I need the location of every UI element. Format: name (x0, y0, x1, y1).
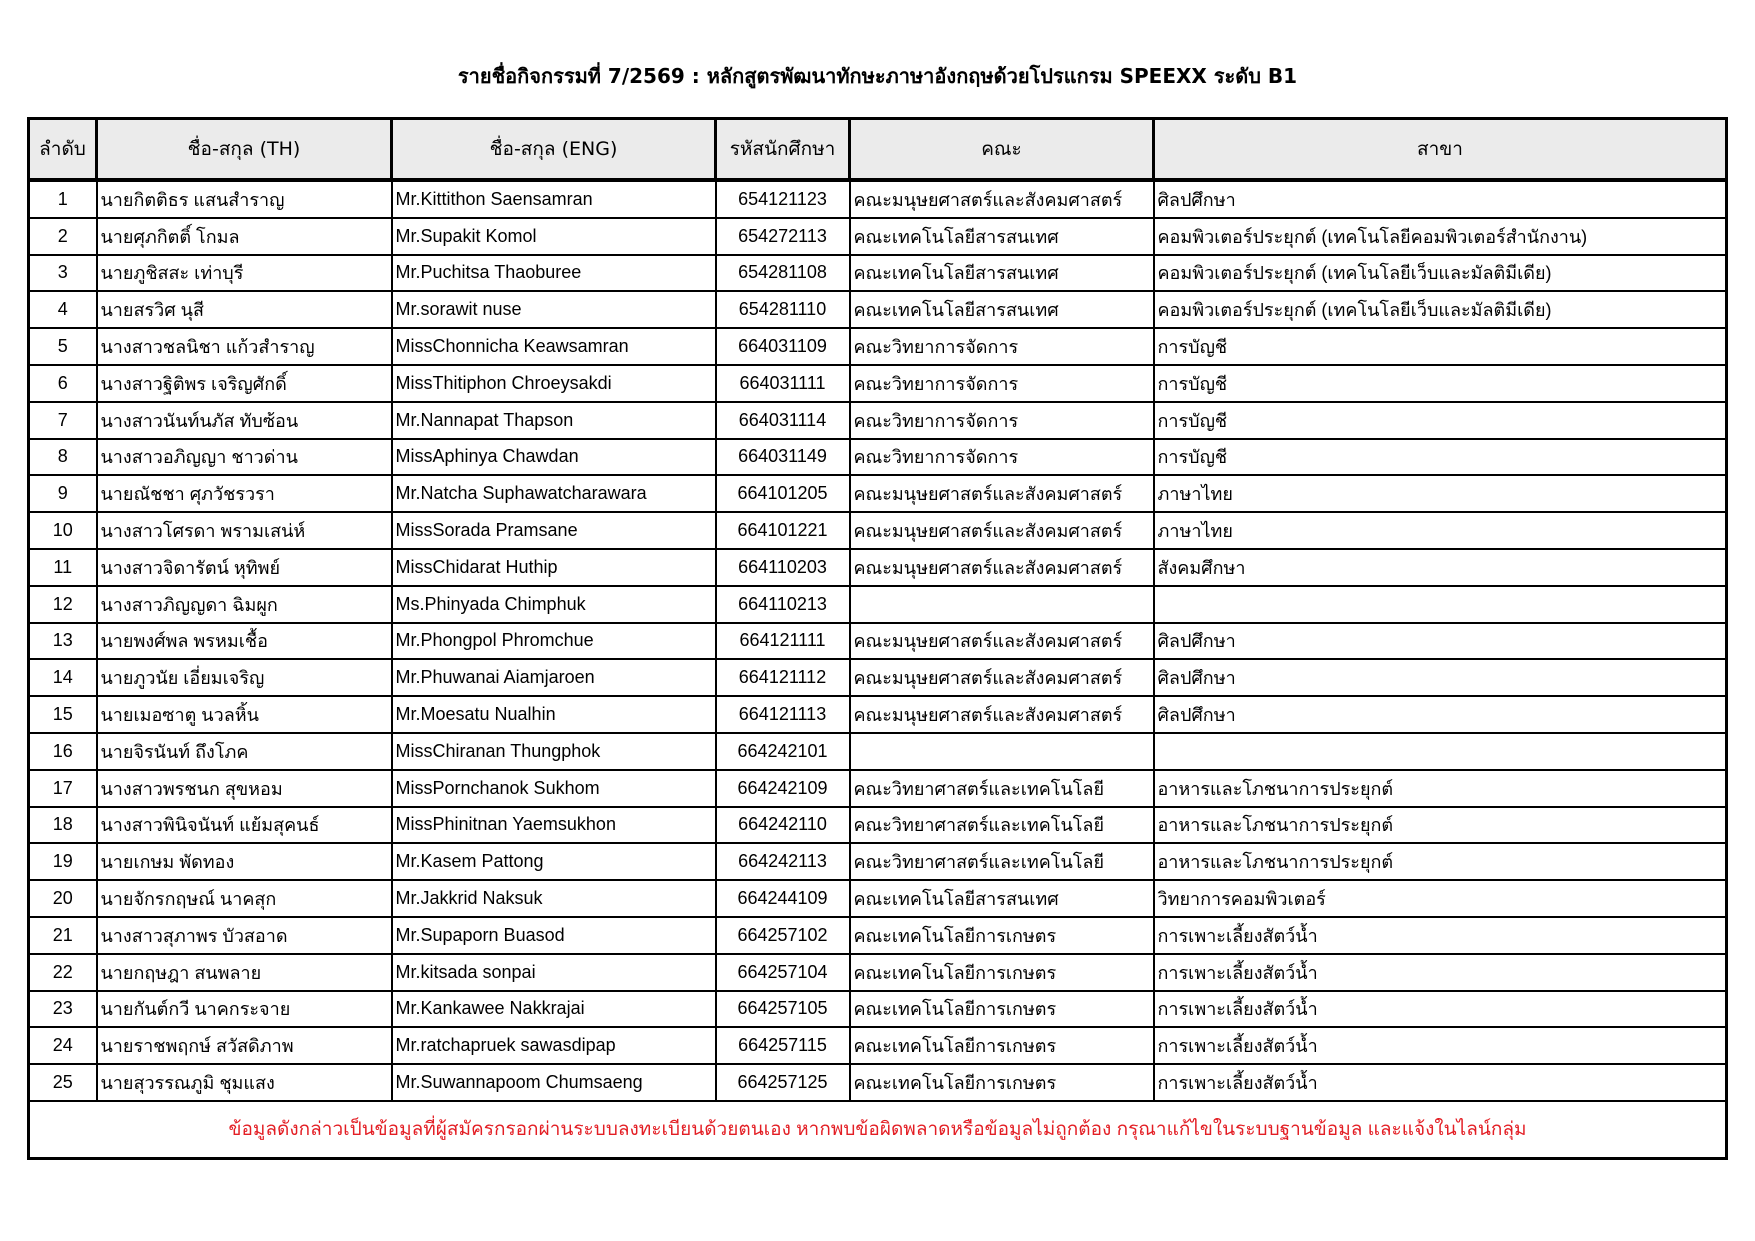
cell-student-id: 664031149 (716, 439, 850, 476)
cell-name-th: นางสาวสุภาพร บัวสอาด (97, 917, 392, 954)
cell-name-eng: Mr.Supakit Komol (392, 218, 716, 255)
cell-student-id: 664257105 (716, 991, 850, 1028)
cell-row-number: 6 (29, 365, 97, 402)
cell-name-th: นางสาวนันท์นภัส ทับซ้อน (97, 402, 392, 439)
cell-major: อาหารและโภชนาการประยุกต์ (1154, 770, 1727, 807)
cell-faculty: คณะเทคโนโลยีสารสนเทศ (850, 291, 1154, 328)
cell-row-number: 25 (29, 1064, 97, 1101)
cell-student-id: 664257102 (716, 917, 850, 954)
cell-name-th: นายเมอซาตู นวลหิ้น (97, 696, 392, 733)
cell-student-id: 664110203 (716, 549, 850, 586)
cell-name-th: นางสาวอภิญญา ชาวด่าน (97, 439, 392, 476)
cell-major: สังคมศึกษา (1154, 549, 1727, 586)
cell-row-number: 18 (29, 807, 97, 844)
cell-row-number: 2 (29, 218, 97, 255)
table-row (29, 218, 1727, 255)
cell-row-number: 9 (29, 475, 97, 512)
cell-student-id: 664031111 (716, 365, 850, 402)
table-row (29, 402, 1727, 439)
cell-student-id: 664121111 (716, 623, 850, 660)
roster-table (27, 117, 1728, 1160)
column-header-faculty: คณะ (850, 119, 1154, 181)
cell-student-id: 664257115 (716, 1027, 850, 1064)
table-row (29, 512, 1727, 549)
cell-faculty: คณะมนุษยศาสตร์และสังคมศาสตร์ (850, 180, 1154, 218)
cell-name-th: นายเกษม พัดทอง (97, 843, 392, 880)
cell-name-th: นายกันต์กวี นาคกระจาย (97, 991, 392, 1028)
cell-faculty: คณะวิทยาการจัดการ (850, 402, 1154, 439)
footer-row (29, 1101, 1727, 1159)
table-row (29, 439, 1727, 476)
cell-row-number: 16 (29, 733, 97, 770)
cell-faculty: คณะมนุษยศาสตร์และสังคมศาสตร์ (850, 659, 1154, 696)
cell-name-eng: MissChonnicha Keawsamran (392, 328, 716, 365)
cell-name-eng: Mr.Kittithon Saensamran (392, 180, 716, 218)
cell-row-number: 21 (29, 917, 97, 954)
cell-name-eng: Mr.Nannapat Thapson (392, 402, 716, 439)
cell-name-eng: MissPornchanok Sukhom (392, 770, 716, 807)
cell-student-id: 664101221 (716, 512, 850, 549)
table-row (29, 549, 1727, 586)
table-body (29, 180, 1727, 1101)
cell-row-number: 1 (29, 180, 97, 218)
cell-major: การเพาะเลี้ยงสัตว์น้ำ (1154, 917, 1727, 954)
cell-name-eng: Mr.Jakkrid Naksuk (392, 880, 716, 917)
cell-row-number: 5 (29, 328, 97, 365)
table-row (29, 1027, 1727, 1064)
cell-student-id: 664101205 (716, 475, 850, 512)
cell-student-id: 664244109 (716, 880, 850, 917)
cell-major: การบัญชี (1154, 328, 1727, 365)
table-row (29, 770, 1727, 807)
cell-name-th: นางสาวชลนิชา แก้วสำราญ (97, 328, 392, 365)
cell-faculty: คณะเทคโนโลยีสารสนเทศ (850, 218, 1154, 255)
cell-row-number: 19 (29, 843, 97, 880)
cell-faculty: คณะวิทยาการจัดการ (850, 439, 1154, 476)
cell-faculty: คณะมนุษยศาสตร์และสังคมศาสตร์ (850, 549, 1154, 586)
cell-name-eng: Mr.Phuwanai Aiamjaroen (392, 659, 716, 696)
cell-student-id: 654281110 (716, 291, 850, 328)
cell-major: การเพาะเลี้ยงสัตว์น้ำ (1154, 954, 1727, 991)
cell-faculty: คณะมนุษยศาสตร์และสังคมศาสตร์ (850, 696, 1154, 733)
cell-student-id: 664242110 (716, 807, 850, 844)
cell-name-th: นายสรวิศ นุสี (97, 291, 392, 328)
table-row (29, 991, 1727, 1028)
cell-student-id: 664242109 (716, 770, 850, 807)
table-row (29, 623, 1727, 660)
table-row (29, 328, 1727, 365)
cell-row-number: 7 (29, 402, 97, 439)
cell-row-number: 11 (29, 549, 97, 586)
cell-student-id: 654272113 (716, 218, 850, 255)
cell-student-id: 664242113 (716, 843, 850, 880)
table-row (29, 365, 1727, 402)
cell-major: คอมพิวเตอร์ประยุกต์ (เทคโนโลยีเว็บและมัลติมีเดีย) (1154, 291, 1727, 328)
cell-row-number: 8 (29, 439, 97, 476)
cell-row-number: 4 (29, 291, 97, 328)
table-row (29, 954, 1727, 991)
cell-name-eng: Ms.Phinyada Chimphuk (392, 586, 716, 623)
cell-name-eng: Mr.Natcha Suphawatcharawara (392, 475, 716, 512)
cell-name-th: นายณัชชา ศุภวัชรวรา (97, 475, 392, 512)
cell-student-id: 664110213 (716, 586, 850, 623)
table-row (29, 1064, 1727, 1101)
cell-name-th: นายภูชิสสะ เท่าบุรี (97, 255, 392, 292)
cell-name-eng: Mr.Kankawee Nakkrajai (392, 991, 716, 1028)
table-row (29, 475, 1727, 512)
cell-name-eng: Mr.Supaporn Buasod (392, 917, 716, 954)
cell-student-id: 654281108 (716, 255, 850, 292)
table-row (29, 255, 1727, 292)
cell-major: ศิลปศึกษา (1154, 623, 1727, 660)
cell-row-number: 14 (29, 659, 97, 696)
cell-major: ภาษาไทย (1154, 512, 1727, 549)
cell-major: การเพาะเลี้ยงสัตว์น้ำ (1154, 991, 1727, 1028)
cell-name-eng: MissSorada Pramsane (392, 512, 716, 549)
column-header-name-eng: ชื่อ-สกุล (ENG) (392, 119, 716, 181)
table-row (29, 880, 1727, 917)
cell-student-id: 654121123 (716, 180, 850, 218)
cell-name-th: นางสาวโศรดา พรามเสน่ห์ (97, 512, 392, 549)
cell-row-number: 17 (29, 770, 97, 807)
cell-student-id: 664121113 (716, 696, 850, 733)
column-header-name-th: ชื่อ-สกุล (TH) (97, 119, 392, 181)
cell-faculty: คณะวิทยาการจัดการ (850, 365, 1154, 402)
cell-name-th: นายจักรกฤษณ์ นาคสุก (97, 880, 392, 917)
cell-faculty: คณะวิทยาศาสตร์และเทคโนโลยี (850, 843, 1154, 880)
cell-row-number: 15 (29, 696, 97, 733)
cell-major: คอมพิวเตอร์ประยุกต์ (เทคโนโลยีเว็บและมัลติมีเดีย) (1154, 255, 1727, 292)
cell-name-eng: Mr.Moesatu Nualhin (392, 696, 716, 733)
cell-name-eng: MissPhinitnan Yaemsukhon (392, 807, 716, 844)
cell-student-id: 664031109 (716, 328, 850, 365)
cell-name-th: นางสาวฐิติพร เจริญศักดิ์ (97, 365, 392, 402)
cell-row-number: 22 (29, 954, 97, 991)
cell-major: คอมพิวเตอร์ประยุกต์ (เทคโนโลยีคอมพิวเตอร์สำนักงาน) (1154, 218, 1727, 255)
cell-faculty: คณะวิทยาศาสตร์และเทคโนโลยี (850, 770, 1154, 807)
table-row (29, 917, 1727, 954)
cell-name-eng: MissThitiphon Chroeysakdi (392, 365, 716, 402)
cell-faculty: คณะมนุษยศาสตร์และสังคมศาสตร์ (850, 623, 1154, 660)
cell-name-th: นายภูวนัย เอี่ยมเจริญ (97, 659, 392, 696)
cell-faculty: คณะวิทยาการจัดการ (850, 328, 1154, 365)
cell-student-id: 664121112 (716, 659, 850, 696)
table-header-row (29, 119, 1727, 181)
cell-name-th: นายสุวรรณภูมิ ชุมแสง (97, 1064, 392, 1101)
cell-major: ภาษาไทย (1154, 475, 1727, 512)
cell-faculty: คณะมนุษยศาสตร์และสังคมศาสตร์ (850, 475, 1154, 512)
cell-faculty (850, 586, 1154, 623)
cell-faculty: คณะเทคโนโลยีการเกษตร (850, 954, 1154, 991)
cell-name-th: นางสาวภิญญดา ฉิมผูก (97, 586, 392, 623)
cell-faculty (850, 733, 1154, 770)
cell-major: การเพาะเลี้ยงสัตว์น้ำ (1154, 1027, 1727, 1064)
cell-name-th: นายจิรนันท์ ถึงโภค (97, 733, 392, 770)
cell-name-th: นายพงศ์พล พรหมเชื้อ (97, 623, 392, 660)
cell-major: ศิลปศึกษา (1154, 659, 1727, 696)
cell-name-eng: Mr.Kasem Pattong (392, 843, 716, 880)
cell-faculty: คณะเทคโนโลยีสารสนเทศ (850, 255, 1154, 292)
cell-name-eng: Mr.Puchitsa Thaoburee (392, 255, 716, 292)
cell-name-th: นางสาวพินิจนันท์ แย้มสุคนธ์ (97, 807, 392, 844)
column-header-no: ลำดับ (29, 119, 97, 181)
cell-name-eng: Mr.kitsada sonpai (392, 954, 716, 991)
cell-name-eng: MissChidarat Huthip (392, 549, 716, 586)
page-title: รายชื่อกิจกรรมที่ 7/2569 : หลักสูตรพัฒนาทักษะภาษาอังกฤษด้วยโปรแกรม SPEEXX ระดับ B1 (457, 64, 1298, 88)
cell-student-id: 664031114 (716, 402, 850, 439)
table-row (29, 733, 1727, 770)
footer-note: ข้อมูลดังกล่าวเป็นข้อมูลที่ผู้สมัครกรอกผ่านระบบลงทะเบียนด้วยตนเอง หากพบข้อผิดพลาดหรือข้อมูลไม่ถูกต้อง กรุณาแก้ไขในระบบฐานข้อมูล และแจ้งในไลน์กลุ่ม (29, 1101, 1727, 1159)
cell-major: ศิลปศึกษา (1154, 180, 1727, 218)
table-row (29, 180, 1727, 218)
cell-name-eng: Mr.Suwannapoom Chumsaeng (392, 1064, 716, 1101)
column-header-major: สาขา (1154, 119, 1727, 181)
cell-name-th: นายกิตติธร แสนสำราญ (97, 180, 392, 218)
cell-faculty: คณะเทคโนโลยีการเกษตร (850, 1064, 1154, 1101)
cell-major: การบัญชี (1154, 402, 1727, 439)
cell-name-eng: Mr.sorawit nuse (392, 291, 716, 328)
table-row (29, 807, 1727, 844)
cell-student-id: 664242101 (716, 733, 850, 770)
cell-row-number: 24 (29, 1027, 97, 1064)
cell-name-eng: MissChiranan Thungphok (392, 733, 716, 770)
column-header-student-id: รหัสนักศึกษา (716, 119, 850, 181)
cell-row-number: 23 (29, 991, 97, 1028)
cell-major: การบัญชี (1154, 439, 1727, 476)
cell-name-eng: Mr.Phongpol Phromchue (392, 623, 716, 660)
cell-row-number: 20 (29, 880, 97, 917)
cell-faculty: คณะเทคโนโลยีการเกษตร (850, 917, 1154, 954)
cell-faculty: คณะเทคโนโลยีสารสนเทศ (850, 880, 1154, 917)
cell-faculty: คณะมนุษยศาสตร์และสังคมศาสตร์ (850, 512, 1154, 549)
cell-name-th: นายกฤษฎา สนพลาย (97, 954, 392, 991)
table-row (29, 291, 1727, 328)
cell-name-eng: MissAphinya Chawdan (392, 439, 716, 476)
cell-major (1154, 586, 1727, 623)
cell-faculty: คณะวิทยาศาสตร์และเทคโนโลยี (850, 807, 1154, 844)
cell-name-th: นางสาวพรชนก สุขหอม (97, 770, 392, 807)
cell-major: อาหารและโภชนาการประยุกต์ (1154, 807, 1727, 844)
cell-student-id: 664257104 (716, 954, 850, 991)
cell-row-number: 10 (29, 512, 97, 549)
cell-name-th: นายราชพฤกษ์ สวัสดิภาพ (97, 1027, 392, 1064)
cell-major: วิทยาการคอมพิวเตอร์ (1154, 880, 1727, 917)
table-row (29, 843, 1727, 880)
cell-major: การเพาะเลี้ยงสัตว์น้ำ (1154, 1064, 1727, 1101)
cell-major: ศิลปศึกษา (1154, 696, 1727, 733)
cell-student-id: 664257125 (716, 1064, 850, 1101)
table-row (29, 659, 1727, 696)
cell-major (1154, 733, 1727, 770)
cell-row-number: 12 (29, 586, 97, 623)
cell-row-number: 13 (29, 623, 97, 660)
cell-faculty: คณะเทคโนโลยีการเกษตร (850, 1027, 1154, 1064)
cell-major: การบัญชี (1154, 365, 1727, 402)
cell-name-eng: Mr.ratchapruek sawasdipap (392, 1027, 716, 1064)
cell-name-th: นางสาวจิดารัตน์ หุทิพย์ (97, 549, 392, 586)
cell-name-th: นายศุภกิตติ์ โกมล (97, 218, 392, 255)
table-row (29, 696, 1727, 733)
table-row (29, 586, 1727, 623)
cell-faculty: คณะเทคโนโลยีการเกษตร (850, 991, 1154, 1028)
cell-row-number: 3 (29, 255, 97, 292)
cell-major: อาหารและโภชนาการประยุกต์ (1154, 843, 1727, 880)
